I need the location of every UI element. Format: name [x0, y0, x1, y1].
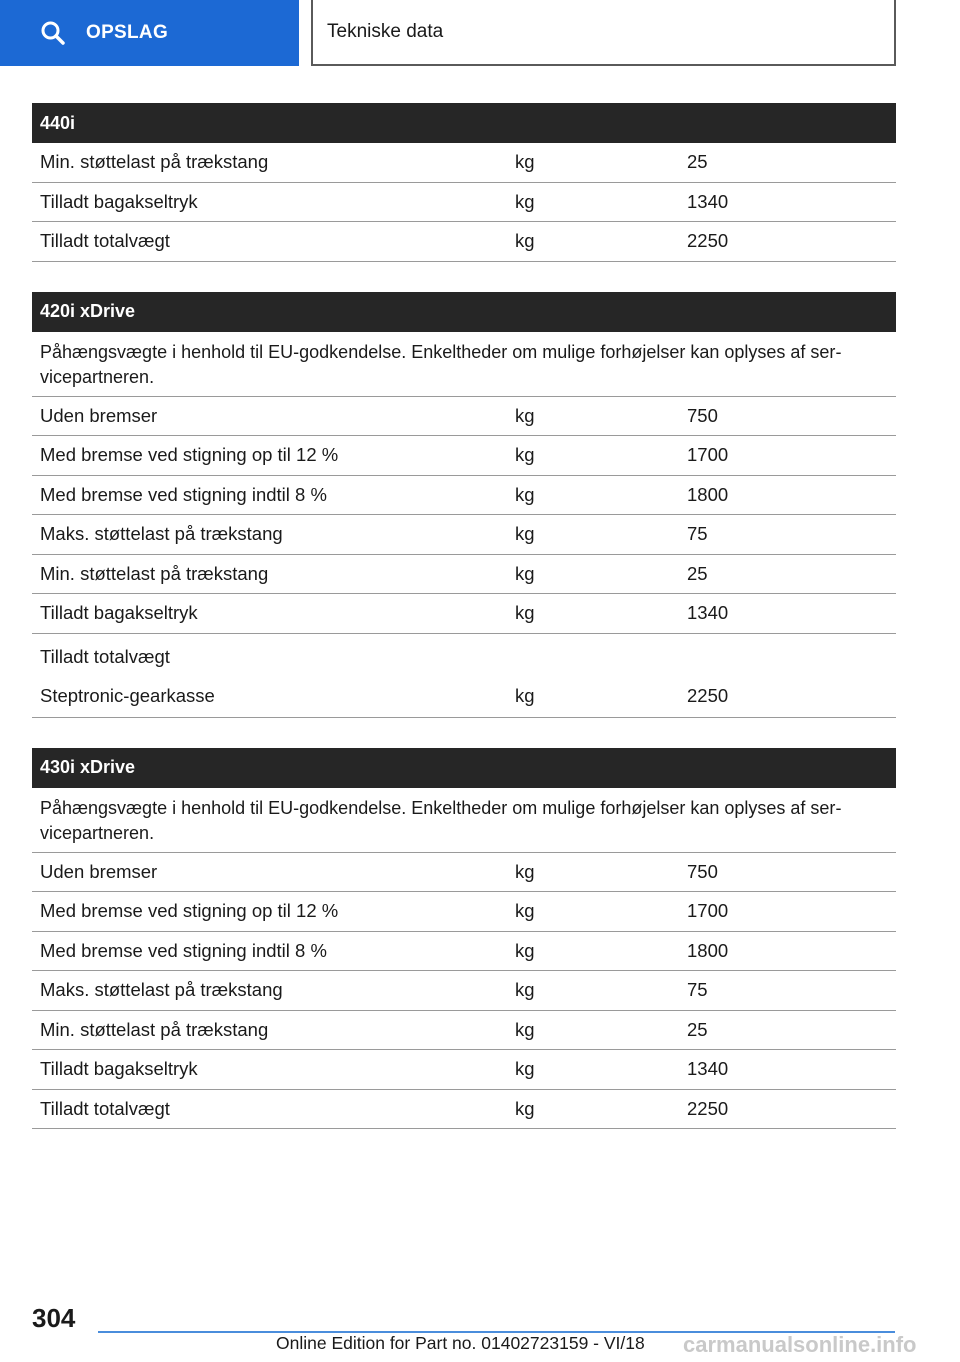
- section-note: Påhængsvægte i henhold til EU-godkendelse. Enkeltheder om mulige forhøjelser kan oplyses af servicepartneren.: [32, 788, 896, 853]
- search-button[interactable]: [0, 0, 299, 66]
- row-label: Uden bremser: [40, 404, 158, 426]
- table-row: [32, 892, 896, 932]
- row-value: 75: [687, 523, 708, 545]
- table-row: [32, 1090, 896, 1130]
- row-label: Min. støttelast på trækstang: [40, 562, 269, 584]
- section-header: 430i xDrive: [32, 748, 896, 788]
- data-section: [32, 292, 896, 718]
- row-label: Tilladt bagakseltryk: [40, 602, 198, 624]
- page-number: 304: [32, 1303, 76, 1333]
- section-note: Påhængsvægte i henhold til EU-godkendelse. Enkeltheder om mulige forhøjelser kan oplyses af servicepartneren.: [32, 332, 896, 397]
- row-value: 1340: [687, 1058, 729, 1080]
- row-value: 2250: [687, 230, 729, 252]
- row-unit: kg: [515, 151, 535, 173]
- row-unit: kg: [515, 444, 535, 466]
- table-row: [32, 932, 896, 972]
- row-label: Min. støttelast på trækstang: [40, 151, 269, 173]
- row-value: 1800: [687, 939, 729, 961]
- row-label: Tilladt bagakseltryk: [40, 1058, 198, 1080]
- row-value: 1340: [687, 602, 729, 624]
- row-label: Med bremse ved stigning indtil 8 %: [40, 483, 327, 505]
- row-unit: kg: [515, 979, 535, 1001]
- row-value: 750: [687, 404, 718, 426]
- row-unit: kg: [515, 900, 535, 922]
- table-row: [32, 397, 896, 437]
- table-row: [32, 515, 896, 555]
- row-value: 1340: [687, 190, 729, 212]
- row-unit: kg: [515, 860, 535, 882]
- search-label: OPSLAG: [86, 22, 169, 43]
- table-row: [32, 594, 896, 634]
- table-row: [32, 971, 896, 1011]
- table-row: [32, 436, 896, 476]
- row-value: 1700: [687, 444, 729, 466]
- row-unit: kg: [515, 483, 535, 505]
- row-line: [32, 642, 896, 672]
- row-unit: kg: [515, 190, 535, 212]
- row-unit: kg: [515, 939, 535, 961]
- table-row: [32, 143, 896, 183]
- row-value: 1800: [687, 483, 729, 505]
- watermark: carmanualsonline.info: [683, 1332, 917, 1357]
- row-label: Med bremse ved stigning op til 12 %: [40, 900, 339, 922]
- row-line: [32, 681, 896, 711]
- data-section: [32, 748, 896, 1130]
- row-unit: kg: [515, 1097, 535, 1119]
- table-row: [32, 1050, 896, 1090]
- row-label: Tilladt totalvægt: [40, 1097, 170, 1119]
- row-value: 25: [687, 1018, 708, 1040]
- row-unit: kg: [515, 1018, 535, 1040]
- table-row: [32, 853, 896, 893]
- row-label: Tilladt totalvægt: [40, 645, 170, 667]
- row-label: Uden bremser: [40, 860, 158, 882]
- row-value: 25: [687, 151, 708, 173]
- row-unit: kg: [515, 602, 535, 624]
- row-value: 750: [687, 860, 718, 882]
- table-row: [32, 1011, 896, 1051]
- section-title: Tekniske data: [311, 0, 896, 66]
- row-value: 75: [687, 979, 708, 1001]
- row-value: 2250: [687, 684, 729, 706]
- table-row: [32, 555, 896, 595]
- data-section: [32, 103, 896, 262]
- edition-text: Online Edition for Part no. 01402723159 - VI/18: [276, 1333, 645, 1353]
- row-unit: kg: [515, 562, 535, 584]
- row-label: Med bremse ved stigning indtil 8 %: [40, 939, 327, 961]
- row-unit: kg: [515, 523, 535, 545]
- row-value: 2250: [687, 1097, 729, 1119]
- table-row: [32, 476, 896, 516]
- row-unit: kg: [515, 230, 535, 252]
- row-unit: kg: [515, 1058, 535, 1080]
- row-unit: kg: [515, 404, 535, 426]
- table-row: [32, 634, 896, 718]
- tech-data-tables: [32, 103, 896, 1159]
- row-label: Min. støttelast på trækstang: [40, 1018, 269, 1040]
- row-label: Tilladt totalvægt: [40, 230, 170, 252]
- search-icon: [40, 20, 66, 46]
- row-unit: kg: [515, 684, 535, 706]
- row-value: 1700: [687, 900, 729, 922]
- row-label: Med bremse ved stigning op til 12 %: [40, 444, 339, 466]
- row-label: Tilladt bagakseltryk: [40, 190, 198, 212]
- row-sublabel: Steptronic-gearkasse: [40, 684, 215, 706]
- row-label: Maks. støttelast på trækstang: [40, 979, 283, 1001]
- page-footer: [0, 1295, 960, 1362]
- row-value: 25: [687, 562, 708, 584]
- table-row: [32, 183, 896, 223]
- section-header: 420i xDrive: [32, 292, 896, 332]
- section-header: 440i: [32, 103, 896, 143]
- row-label: Maks. støttelast på trækstang: [40, 523, 283, 545]
- table-row: [32, 222, 896, 262]
- top-bar: [0, 0, 960, 66]
